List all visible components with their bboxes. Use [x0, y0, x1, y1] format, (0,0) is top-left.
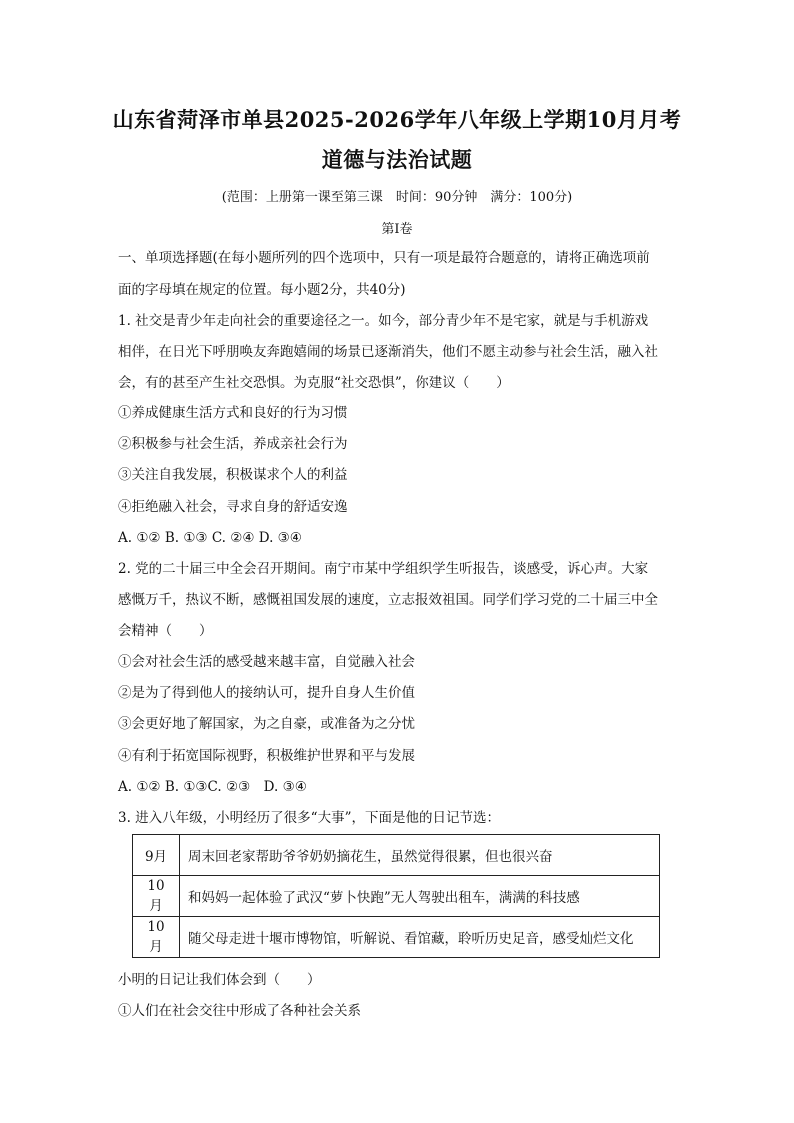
q1-option-3: ③关注自我发展，积极谋求个人的利益	[118, 467, 348, 483]
diary-entry: 随父母走进十堰市博物馆，听解说、看馆藏，聆听历史足音，感受灿烂文化	[180, 917, 660, 958]
diary-month: 10月	[133, 876, 180, 917]
volume-label: 第Ⅰ卷	[381, 222, 413, 237]
section-instructions-line1: 一、单项选择题(在每小题所列的四个选项中，只有一项是最符合题意的，请将正确选项前	[118, 250, 650, 266]
q2-choices: A. ①② B. ①③C. ②③ D. ③④	[118, 779, 307, 795]
q2-stem-line3: 会精神（ ）	[118, 623, 213, 639]
q1-stem-line3: 会，有的甚至产生社交恐惧。为克服“社交恐惧”，你建议（ ）	[118, 375, 510, 391]
section-instructions-line2: 面的字母填在规定的位置。每小题2分，共40分)	[118, 282, 406, 298]
q1-option-2: ②积极参与社会生活，养成亲社会行为	[118, 436, 348, 452]
diary-month: 10月	[133, 917, 180, 958]
table-row	[133, 835, 660, 876]
q1-option-1: ①养成健康生活方式和良好的行为习惯	[118, 405, 348, 421]
q3-stem-line1: 3. 进入八年级，小明经历了很多“大事”，下面是他的日记节选：	[118, 810, 500, 826]
diary-month: 9月	[133, 835, 180, 876]
q2-option-4: ④有利于拓宽国际视野，积极维护世界和平与发展	[118, 748, 415, 764]
diary-table	[132, 834, 660, 958]
table-row	[133, 876, 660, 917]
diary-entry: 和妈妈一起体验了武汉“萝卜快跑”无人驾驶出租车，满满的科技感	[180, 876, 660, 917]
q1-stem-line2: 相伴，在日光下呼朋唤友奔跑嬉闹的场景已逐渐消失，他们不愿主动参与社会生活，融入社	[118, 344, 658, 360]
q1-choices: A. ①② B. ①③ C. ②④ D. ③④	[118, 530, 302, 546]
q2-option-1: ①会对社会生活的感受越来越丰富，自觉融入社会	[118, 654, 415, 670]
q2-option-2: ②是为了得到他人的接纳认可，提升自身人生价值	[118, 685, 415, 701]
exam-info: (范围：上册第一课至第三课 时间：90分钟 满分：100分)	[221, 190, 573, 205]
q3-option-1: ①人们在社会交往中形成了各种社会关系	[118, 1003, 361, 1019]
q3-stem-line2: 小明的日记让我们体会到（ ）	[118, 972, 321, 988]
exam-title-line1: 山东省菏泽市单县2025-2026学年八年级上学期10月月考	[112, 107, 682, 132]
exam-title-line2: 道德与法治试题	[321, 147, 473, 172]
q1-stem-line1: 1. 社交是青少年走向社会的重要途径之一。如今，部分青少年不是宅家，就是与手机游戏	[118, 313, 649, 329]
diary-entry: 周末回老家帮助爷爷奶奶摘花生，虽然觉得很累，但也很兴奋	[180, 835, 660, 876]
table-row	[133, 917, 660, 958]
q2-stem-line2: 感慨万千，热议不断，感慨祖国发展的速度，立志报效祖国。同学们学习党的二十届三中全	[118, 592, 658, 608]
q2-stem-line1: 2. 党的二十届三中全会召开期间。南宁市某中学组织学生听报告，谈感受，诉心声。大家	[118, 561, 649, 577]
q1-option-4: ④拒绝融入社会，寻求自身的舒适安逸	[118, 499, 348, 515]
q2-option-3: ③会更好地了解国家，为之自豪，或准备为之分忧	[118, 716, 415, 732]
